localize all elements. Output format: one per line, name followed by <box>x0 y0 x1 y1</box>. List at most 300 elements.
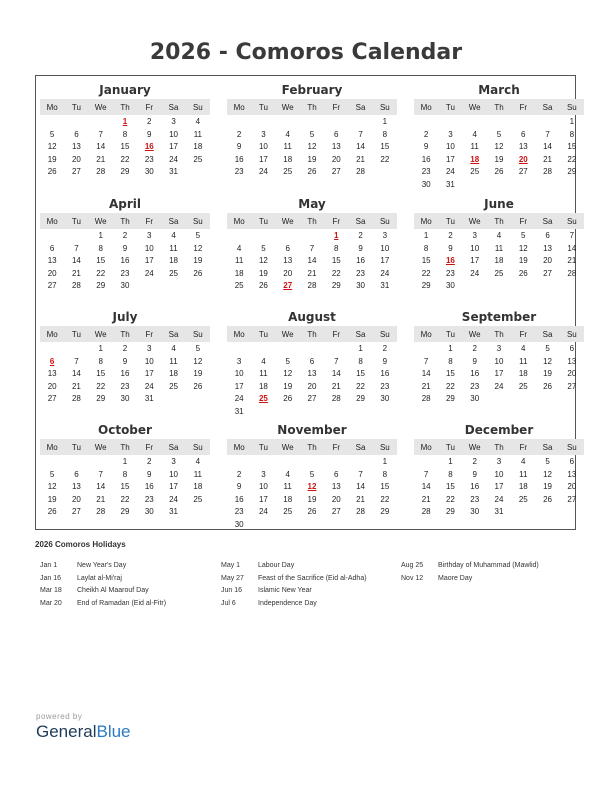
day-cell[interactable]: 2 <box>122 344 128 353</box>
day-cell[interactable]: 5 <box>261 243 266 253</box>
day-cell[interactable]: 8 <box>358 356 363 366</box>
day-cell[interactable]: 30 <box>120 394 130 403</box>
day-cell[interactable]: 11 <box>193 129 202 139</box>
day-cell[interactable]: 18 <box>169 369 179 378</box>
day-cell[interactable]: 29 <box>96 394 106 403</box>
day-cell[interactable]: 23 <box>234 167 244 176</box>
day-cell[interactable]: 4 <box>236 243 242 253</box>
day-cell[interactable]: 29 <box>120 507 130 516</box>
day-cell[interactable]: 11 <box>193 469 202 479</box>
day-cell[interactable]: 7 <box>74 243 79 253</box>
day-cell[interactable]: 12 <box>47 142 57 151</box>
day-cell[interactable]: 12 <box>193 243 203 253</box>
day-cell[interactable]: 29 <box>421 281 431 290</box>
day-cell[interactable]: 4 <box>285 469 290 479</box>
day-cell[interactable]: 24 <box>144 381 154 391</box>
day-cell[interactable]: 26 <box>193 268 203 278</box>
day-cell[interactable]: 19 <box>307 154 317 164</box>
day-cell[interactable]: 2 <box>122 231 128 240</box>
day-cell[interactable]: 20 <box>47 381 57 391</box>
day-cell[interactable]: 19 <box>47 154 57 164</box>
day-cell[interactable]: 3 <box>261 129 266 139</box>
holiday-day-cell[interactable]: 6 <box>49 356 55 366</box>
day-cell[interactable]: 25 <box>169 268 179 278</box>
day-cell[interactable]: 18 <box>494 256 504 265</box>
day-cell[interactable]: 2 <box>236 129 242 139</box>
day-cell[interactable]: 24 <box>169 494 179 504</box>
day-cell[interactable]: 25 <box>193 154 203 164</box>
day-cell[interactable]: 30 <box>470 394 480 403</box>
day-cell[interactable]: 30 <box>380 394 390 403</box>
day-cell[interactable]: 4 <box>171 344 176 353</box>
day-cell[interactable]: 31 <box>380 281 390 290</box>
day-cell[interactable]: 29 <box>96 281 106 290</box>
day-cell[interactable]: 15 <box>380 482 390 491</box>
day-cell[interactable]: 22 <box>567 154 577 164</box>
day-cell[interactable]: 4 <box>521 457 526 466</box>
day-cell[interactable]: 13 <box>47 369 57 378</box>
day-cell[interactable]: 17 <box>380 256 390 265</box>
day-cell[interactable]: 26 <box>307 167 317 176</box>
day-cell[interactable]: 15 <box>380 142 390 151</box>
day-cell[interactable]: 24 <box>258 507 268 516</box>
day-cell[interactable]: 7 <box>309 243 315 253</box>
day-cell[interactable]: 23 <box>445 268 455 278</box>
day-cell[interactable]: 24 <box>169 154 179 164</box>
day-cell[interactable]: 19 <box>193 369 203 378</box>
day-cell[interactable]: 27 <box>71 167 81 176</box>
day-cell[interactable]: 24 <box>144 268 154 278</box>
day-cell[interactable]: 9 <box>448 243 453 253</box>
day-cell[interactable]: 1 <box>98 344 103 353</box>
day-cell[interactable]: 11 <box>283 142 292 151</box>
day-cell[interactable]: 8 <box>334 243 339 253</box>
day-cell[interactable]: 20 <box>283 268 293 278</box>
day-cell[interactable]: 16 <box>234 494 244 504</box>
day-cell[interactable]: 20 <box>543 256 553 265</box>
day-cell[interactable]: 3 <box>496 457 502 466</box>
day-cell[interactable]: 12 <box>47 482 57 491</box>
day-cell[interactable]: 5 <box>545 457 550 466</box>
day-cell[interactable]: 23 <box>470 381 480 391</box>
day-cell[interactable]: 15 <box>567 142 577 151</box>
day-cell[interactable]: 29 <box>356 394 366 403</box>
day-cell[interactable]: 8 <box>98 243 103 253</box>
day-cell[interactable]: 22 <box>445 381 455 391</box>
day-cell[interactable]: 25 <box>193 494 203 504</box>
day-cell[interactable]: 19 <box>543 482 553 491</box>
day-cell[interactable]: 11 <box>169 243 178 253</box>
day-cell[interactable]: 15 <box>96 256 106 265</box>
day-cell[interactable]: 17 <box>234 381 244 391</box>
day-cell[interactable]: 16 <box>120 256 130 265</box>
day-cell[interactable]: 22 <box>380 494 390 504</box>
day-cell[interactable]: 20 <box>71 154 81 164</box>
day-cell[interactable]: 13 <box>47 256 57 265</box>
day-cell[interactable]: 2 <box>472 457 477 466</box>
day-cell[interactable]: 5 <box>195 344 201 353</box>
day-cell[interactable]: 27 <box>71 507 81 516</box>
day-cell[interactable]: 11 <box>519 356 528 366</box>
day-cell[interactable]: 25 <box>518 381 528 391</box>
day-cell[interactable]: 30 <box>356 281 366 290</box>
day-cell[interactable]: 28 <box>331 394 341 403</box>
day-cell[interactable]: 17 <box>169 142 179 151</box>
day-cell[interactable]: 22 <box>356 381 366 391</box>
day-cell[interactable]: 6 <box>521 129 526 139</box>
day-cell[interactable]: 14 <box>71 256 81 265</box>
day-cell[interactable]: 19 <box>283 381 293 391</box>
day-cell[interactable]: 18 <box>258 381 268 391</box>
day-cell[interactable]: 5 <box>309 129 315 139</box>
day-cell[interactable]: 23 <box>120 268 130 278</box>
day-cell[interactable]: 3 <box>171 457 176 466</box>
day-cell[interactable]: 2 <box>382 344 388 353</box>
day-cell[interactable]: 9 <box>358 243 363 253</box>
holiday-day-cell[interactable]: 25 <box>258 394 268 403</box>
day-cell[interactable]: 29 <box>567 167 577 176</box>
day-cell[interactable]: 21 <box>96 494 106 504</box>
day-cell[interactable]: 22 <box>120 494 130 504</box>
day-cell[interactable]: 24 <box>494 381 504 391</box>
day-cell[interactable]: 5 <box>545 344 550 353</box>
holiday-day-cell[interactable]: 16 <box>144 142 154 151</box>
day-cell[interactable]: 10 <box>445 142 455 151</box>
day-cell[interactable]: 4 <box>285 129 290 139</box>
day-cell[interactable]: 2 <box>472 344 477 353</box>
day-cell[interactable]: 12 <box>543 469 553 479</box>
day-cell[interactable]: 10 <box>258 482 268 491</box>
day-cell[interactable]: 12 <box>494 142 504 151</box>
day-cell[interactable]: 28 <box>356 167 366 176</box>
day-cell[interactable]: 1 <box>98 231 103 240</box>
day-cell[interactable]: 16 <box>470 482 480 491</box>
day-cell[interactable]: 2 <box>147 457 152 466</box>
day-cell[interactable]: 13 <box>543 243 553 253</box>
day-cell[interactable]: 22 <box>380 154 390 164</box>
day-cell[interactable]: 25 <box>234 281 244 290</box>
day-cell[interactable]: 28 <box>421 394 431 403</box>
day-cell[interactable]: 30 <box>445 281 455 290</box>
day-cell[interactable]: 7 <box>569 231 575 240</box>
day-cell[interactable]: 29 <box>331 281 341 290</box>
day-cell[interactable]: 24 <box>445 167 455 176</box>
day-cell[interactable]: 16 <box>421 154 431 164</box>
day-cell[interactable]: 27 <box>47 394 57 403</box>
day-cell[interactable]: 13 <box>307 369 317 378</box>
day-cell[interactable]: 4 <box>171 231 176 240</box>
day-cell[interactable]: 26 <box>258 281 268 290</box>
day-cell[interactable]: 23 <box>234 507 244 516</box>
day-cell[interactable]: 22 <box>445 494 455 504</box>
day-cell[interactable]: 29 <box>445 394 455 403</box>
day-cell[interactable]: 10 <box>144 243 154 253</box>
day-cell[interactable]: 27 <box>543 268 553 278</box>
day-cell[interactable]: 9 <box>236 142 242 151</box>
holiday-day-cell[interactable]: 12 <box>307 482 317 491</box>
day-cell[interactable]: 8 <box>382 129 388 139</box>
day-cell[interactable]: 18 <box>518 482 528 491</box>
day-cell[interactable]: 12 <box>518 243 528 253</box>
day-cell[interactable]: 12 <box>307 142 317 151</box>
day-cell[interactable]: 31 <box>234 406 244 416</box>
day-cell[interactable]: 25 <box>470 167 480 176</box>
day-cell[interactable]: 6 <box>334 129 339 139</box>
day-cell[interactable]: 13 <box>567 469 577 479</box>
day-cell[interactable]: 10 <box>470 243 480 253</box>
day-cell[interactable]: 28 <box>71 281 81 290</box>
day-cell[interactable]: 9 <box>122 243 128 253</box>
day-cell[interactable]: 9 <box>236 482 242 491</box>
day-cell[interactable]: 8 <box>382 469 388 479</box>
day-cell[interactable]: 7 <box>423 356 429 366</box>
day-cell[interactable]: 26 <box>47 167 57 176</box>
day-cell[interactable]: 1 <box>423 231 429 240</box>
day-cell[interactable]: 6 <box>49 243 55 253</box>
day-cell[interactable]: 27 <box>567 381 577 391</box>
day-cell[interactable]: 3 <box>147 344 152 353</box>
day-cell[interactable]: 24 <box>258 167 268 176</box>
day-cell[interactable]: 14 <box>567 243 577 253</box>
day-cell[interactable]: 1 <box>569 117 575 126</box>
day-cell[interactable]: 3 <box>448 129 453 139</box>
day-cell[interactable]: 17 <box>258 154 268 164</box>
day-cell[interactable]: 9 <box>147 129 152 139</box>
day-cell[interactable]: 27 <box>518 167 528 176</box>
day-cell[interactable]: 5 <box>496 129 502 139</box>
day-cell[interactable]: 17 <box>169 482 179 491</box>
day-cell[interactable]: 31 <box>494 507 504 516</box>
day-cell[interactable]: 5 <box>49 469 55 479</box>
day-cell[interactable]: 28 <box>567 268 577 278</box>
day-cell[interactable]: 26 <box>543 381 553 391</box>
day-cell[interactable]: 1 <box>122 457 128 466</box>
day-cell[interactable]: 21 <box>567 256 577 265</box>
day-cell[interactable]: 10 <box>169 129 179 139</box>
day-cell[interactable]: 12 <box>543 356 553 366</box>
day-cell[interactable]: 21 <box>331 381 341 391</box>
day-cell[interactable]: 16 <box>120 369 130 378</box>
day-cell[interactable]: 27 <box>567 494 577 504</box>
day-cell[interactable]: 23 <box>120 381 130 391</box>
day-cell[interactable]: 13 <box>331 142 341 151</box>
day-cell[interactable]: 27 <box>307 394 317 403</box>
holiday-day-cell[interactable]: 18 <box>470 154 480 164</box>
day-cell[interactable]: 18 <box>193 142 203 151</box>
day-cell[interactable]: 31 <box>144 394 154 403</box>
day-cell[interactable]: 20 <box>331 494 341 504</box>
day-cell[interactable]: 18 <box>234 268 244 278</box>
day-cell[interactable]: 7 <box>358 129 363 139</box>
day-cell[interactable]: 15 <box>445 369 455 378</box>
day-cell[interactable]: 31 <box>445 179 455 189</box>
day-cell[interactable]: 14 <box>421 369 431 378</box>
day-cell[interactable]: 16 <box>470 369 480 378</box>
day-cell[interactable]: 11 <box>494 243 504 253</box>
day-cell[interactable]: 28 <box>421 507 431 516</box>
day-cell[interactable]: 16 <box>356 256 366 265</box>
day-cell[interactable]: 19 <box>307 494 317 504</box>
day-cell[interactable]: 18 <box>193 482 203 491</box>
day-cell[interactable]: 20 <box>47 268 57 278</box>
day-cell[interactable]: 18 <box>283 494 293 504</box>
day-cell[interactable]: 1 <box>382 117 388 126</box>
day-cell[interactable]: 21 <box>543 154 553 164</box>
day-cell[interactable]: 3 <box>171 117 176 126</box>
day-cell[interactable]: 17 <box>470 256 480 265</box>
day-cell[interactable]: 22 <box>96 268 106 278</box>
day-cell[interactable]: 30 <box>144 167 154 176</box>
day-cell[interactable]: 18 <box>169 256 179 265</box>
day-cell[interactable]: 6 <box>309 356 315 366</box>
day-cell[interactable]: 19 <box>258 268 268 278</box>
day-cell[interactable]: 14 <box>96 142 106 151</box>
day-cell[interactable]: 9 <box>472 469 477 479</box>
day-cell[interactable]: 6 <box>569 457 575 466</box>
day-cell[interactable]: 28 <box>543 167 553 176</box>
day-cell[interactable]: 12 <box>283 369 293 378</box>
day-cell[interactable]: 17 <box>445 154 455 164</box>
day-cell[interactable]: 20 <box>307 381 317 391</box>
day-cell[interactable]: 7 <box>358 469 363 479</box>
day-cell[interactable]: 26 <box>494 167 504 176</box>
day-cell[interactable]: 14 <box>71 369 81 378</box>
day-cell[interactable]: 24 <box>494 494 504 504</box>
day-cell[interactable]: 11 <box>283 482 292 491</box>
day-cell[interactable]: 26 <box>193 381 203 391</box>
day-cell[interactable]: 14 <box>543 142 553 151</box>
day-cell[interactable]: 5 <box>521 231 526 240</box>
day-cell[interactable]: 28 <box>356 507 366 516</box>
day-cell[interactable]: 15 <box>421 256 431 265</box>
day-cell[interactable]: 13 <box>71 142 81 151</box>
day-cell[interactable]: 13 <box>567 356 577 366</box>
day-cell[interactable]: 6 <box>569 344 575 353</box>
day-cell[interactable]: 20 <box>331 154 341 164</box>
brand-logo[interactable] <box>36 712 131 742</box>
day-cell[interactable]: 25 <box>169 381 179 391</box>
day-cell[interactable]: 3 <box>496 344 502 353</box>
day-cell[interactable]: 4 <box>496 231 502 240</box>
day-cell[interactable]: 31 <box>169 507 179 516</box>
day-cell[interactable]: 10 <box>494 356 504 366</box>
holiday-day-cell[interactable]: 20 <box>518 154 528 164</box>
day-cell[interactable]: 10 <box>144 356 154 366</box>
day-cell[interactable]: 23 <box>421 167 431 176</box>
day-cell[interactable]: 24 <box>470 268 480 278</box>
day-cell[interactable]: 9 <box>147 469 152 479</box>
day-cell[interactable]: 20 <box>567 369 577 378</box>
day-cell[interactable]: 18 <box>518 369 528 378</box>
day-cell[interactable]: 7 <box>98 469 103 479</box>
day-cell[interactable]: 2 <box>236 469 242 479</box>
holiday-day-cell[interactable]: 16 <box>445 256 455 265</box>
day-cell[interactable]: 21 <box>356 494 366 504</box>
day-cell[interactable]: 14 <box>307 256 317 265</box>
day-cell[interactable]: 10 <box>169 469 179 479</box>
day-cell[interactable]: 8 <box>448 356 453 366</box>
day-cell[interactable]: 23 <box>144 154 154 164</box>
day-cell[interactable]: 13 <box>331 482 341 491</box>
day-cell[interactable]: 14 <box>421 482 431 491</box>
day-cell[interactable]: 31 <box>169 167 179 176</box>
day-cell[interactable]: 9 <box>382 356 388 366</box>
day-cell[interactable]: 20 <box>567 482 577 491</box>
day-cell[interactable]: 28 <box>96 167 106 176</box>
day-cell[interactable]: 4 <box>472 129 477 139</box>
day-cell[interactable]: 4 <box>521 344 526 353</box>
day-cell[interactable]: 3 <box>472 231 477 240</box>
day-cell[interactable]: 6 <box>74 129 79 139</box>
day-cell[interactable]: 14 <box>96 482 106 491</box>
day-cell[interactable]: 25 <box>283 167 293 176</box>
day-cell[interactable]: 14 <box>356 482 366 491</box>
day-cell[interactable]: 19 <box>47 494 57 504</box>
day-cell[interactable]: 15 <box>445 482 455 491</box>
day-cell[interactable]: 13 <box>71 482 81 491</box>
day-cell[interactable]: 30 <box>120 281 130 290</box>
day-cell[interactable]: 19 <box>543 369 553 378</box>
day-cell[interactable]: 18 <box>283 154 293 164</box>
day-cell[interactable]: 28 <box>307 281 317 290</box>
day-cell[interactable]: 7 <box>545 129 550 139</box>
day-cell[interactable]: 10 <box>258 142 268 151</box>
day-cell[interactable]: 5 <box>309 469 315 479</box>
day-cell[interactable]: 29 <box>380 507 390 516</box>
day-cell[interactable]: 27 <box>47 281 57 290</box>
day-cell[interactable]: 8 <box>569 129 575 139</box>
day-cell[interactable]: 3 <box>261 469 266 479</box>
day-cell[interactable]: 23 <box>470 494 480 504</box>
day-cell[interactable]: 1 <box>448 457 453 466</box>
day-cell[interactable]: 5 <box>195 231 201 240</box>
day-cell[interactable]: 24 <box>234 394 244 403</box>
day-cell[interactable]: 4 <box>195 457 201 466</box>
day-cell[interactable]: 10 <box>234 369 244 378</box>
day-cell[interactable]: 8 <box>122 129 128 139</box>
day-cell[interactable]: 21 <box>96 154 106 164</box>
day-cell[interactable]: 6 <box>74 469 79 479</box>
day-cell[interactable]: 28 <box>71 394 81 403</box>
day-cell[interactable]: 4 <box>261 356 266 366</box>
day-cell[interactable]: 19 <box>494 154 504 164</box>
day-cell[interactable]: 17 <box>144 369 154 378</box>
day-cell[interactable]: 23 <box>144 494 154 504</box>
day-cell[interactable]: 25 <box>518 494 528 504</box>
day-cell[interactable]: 9 <box>122 356 128 366</box>
day-cell[interactable]: 21 <box>71 268 81 278</box>
day-cell[interactable]: 30 <box>234 519 244 529</box>
day-cell[interactable]: 2 <box>358 231 363 240</box>
day-cell[interactable]: 1 <box>382 457 388 466</box>
day-cell[interactable]: 19 <box>193 256 203 265</box>
day-cell[interactable]: 24 <box>380 268 390 278</box>
day-cell[interactable]: 11 <box>519 469 528 479</box>
day-cell[interactable]: 26 <box>47 507 57 516</box>
day-cell[interactable]: 11 <box>259 369 268 378</box>
day-cell[interactable]: 19 <box>518 256 528 265</box>
day-cell[interactable]: 1 <box>448 344 453 353</box>
day-cell[interactable]: 3 <box>382 231 388 240</box>
day-cell[interactable]: 5 <box>49 129 55 139</box>
day-cell[interactable]: 4 <box>195 117 201 126</box>
day-cell[interactable]: 10 <box>380 243 390 253</box>
day-cell[interactable]: 21 <box>356 154 366 164</box>
day-cell[interactable]: 8 <box>448 469 453 479</box>
day-cell[interactable]: 30 <box>470 507 480 516</box>
day-cell[interactable]: 26 <box>543 494 553 504</box>
day-cell[interactable]: 25 <box>283 507 293 516</box>
